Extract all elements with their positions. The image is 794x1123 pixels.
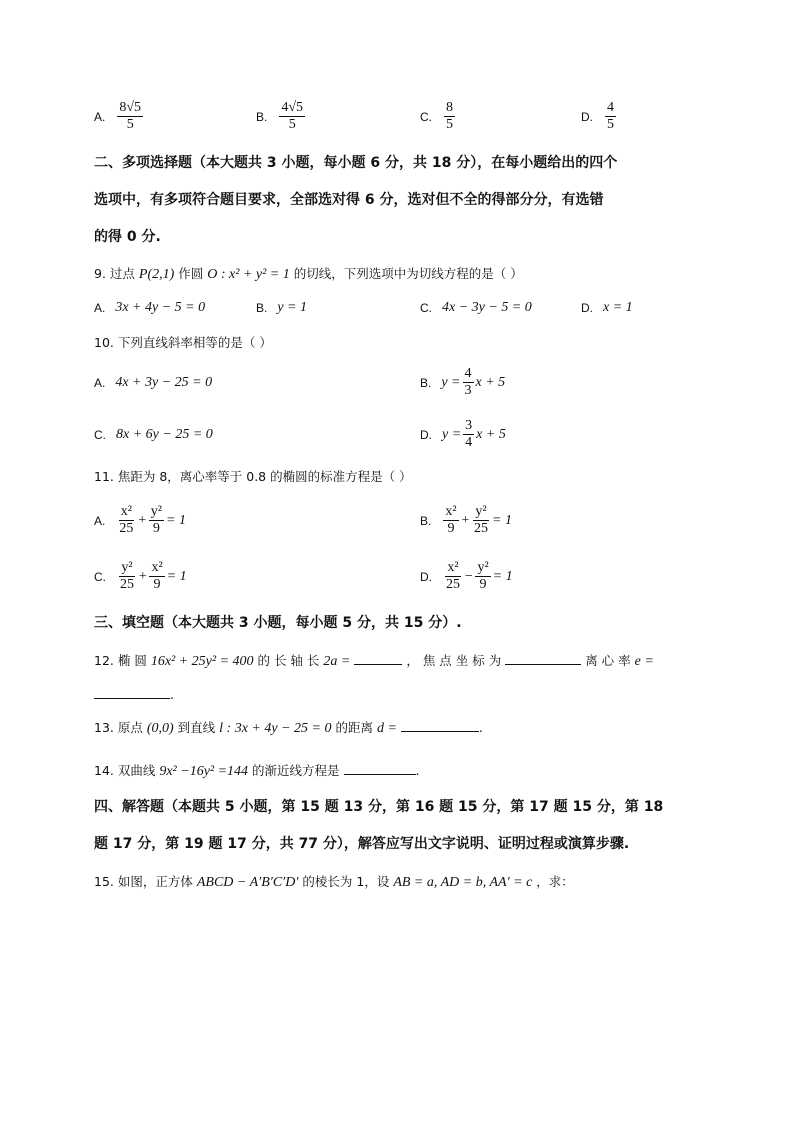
q9-point: P(2,1) [138,267,175,282]
answer-blank[interactable] [344,762,416,775]
q11-option-a: A. $\frac{\text{x²}}{25}$ + $\frac{\text{y²}}{9}$ = 1 [94,504,186,536]
q9-option-d: D. x = 1 [581,300,633,315]
option-label: B. [256,109,268,124]
q9-option-b: B. y = 1 [256,300,308,315]
fraction-numerator: 8 [446,100,453,115]
q8-option-c [420,100,457,133]
section2-line3: 的得 0 分. [94,229,161,245]
q10-option-d: D. y = $\frac{3}{4}$ x + 5 [420,418,506,450]
q12-continuation: . [94,686,174,704]
q10-option-b: B. y = $\frac{4}{3}$ x + 5 [420,366,506,398]
answer-blank[interactable] [94,686,170,699]
q11-option-b: B. $\frac{\text{x²}}{9}$ + $\frac{\text{y²}}{25}$ = 1 [420,504,512,536]
q9-option-a: A. 3x + 4y − 5 = 0 [94,300,206,315]
q13-stem: 13. 原点 (0,0) 到直线 l : 3x + 4y − 25 = 0 的距离 d = . [94,720,483,736]
q10-option-c: C. 8x + 6y − 25 = 0 [94,427,213,442]
section2-line1: 二、多项选择题（本大题共 3 小题，每小题 6 分，共 18 分），在每小题给出的四个 [94,155,618,171]
q9-circle: O : x² + y² = 1 [207,267,290,282]
fraction-numerator: 4 [607,100,614,115]
fraction-denominator: 5 [126,117,134,132]
q14-stem: 14. 双曲线 9x² −16y² =144 的渐近线方程是 . [94,763,420,779]
q8-option-a [94,100,145,133]
section4-line2: 题 17 分，第 19 题 17 分，共 77 分），解答应写出文字说明、证明过程或演算步骤. [94,836,630,852]
section3-heading: 三、填空题（本大题共 3 小题，每小题 5 分，共 15 分）. [94,615,462,631]
option-label: A. [94,109,106,124]
fraction-numerator: 4√5 [281,100,304,115]
answer-blank[interactable] [354,652,402,665]
q11-stem: 11. 焦距为 8，离心率等于 0.8 的椭圆的标准方程是（ ） [94,469,412,484]
q11-option-c: C. $\frac{\text{y²}}{25}$ + $\frac{\text{x²}}{9}$ = 1 [94,560,187,592]
fraction-numerator: 8√5 [119,100,142,115]
q8-option-b [256,100,307,133]
answer-blank[interactable] [401,719,479,732]
fraction-denominator: 5 [288,117,296,132]
fraction-denominator: 5 [446,117,453,132]
q15-stem: 15. 如图，正方体 ABCD − A′B′C′D′ 的棱长为 1，设 AB = a, AD = b, AA′ = c ，求： [94,874,574,890]
q9-stem: 9. 过点 P(2,1) 作圆 O : x² + y² = 1 的切线，下列选项中为切线方程的是（ ） [94,266,523,282]
q11-option-d: D. $\frac{\text{x²}}{25}$ − $\frac{\text{y²}}{9}$ = 1 [420,560,513,592]
fraction-denominator: 5 [607,117,614,132]
q8-option-d [581,100,618,133]
q10-stem: 10. 下列直线斜率相等的是（ ） [94,335,272,350]
section4-line1: 四、解答题（本题共 5 小题，第 15 题 13 分，第 16 题 15 分，第 17 题 15 分，第 18 [94,799,664,815]
q12-stem: 12. 椭 圆 16x² + 25y² = 400 的 长 轴 长 2a = ， 焦 点 坐 标 为 离 心 率 e = [94,653,654,669]
answer-blank[interactable] [505,652,581,665]
option-label: C. [420,109,432,124]
q9-option-c: C. 4x − 3y − 5 = 0 [420,300,532,315]
q10-option-a: A. 4x + 3y − 25 = 0 [94,375,213,390]
section2-line2: 选项中，有多项符合题目要求，全部选对得 6 分，选对但不全的得部分分，有选错 [94,192,604,208]
option-label: D. [581,109,593,124]
